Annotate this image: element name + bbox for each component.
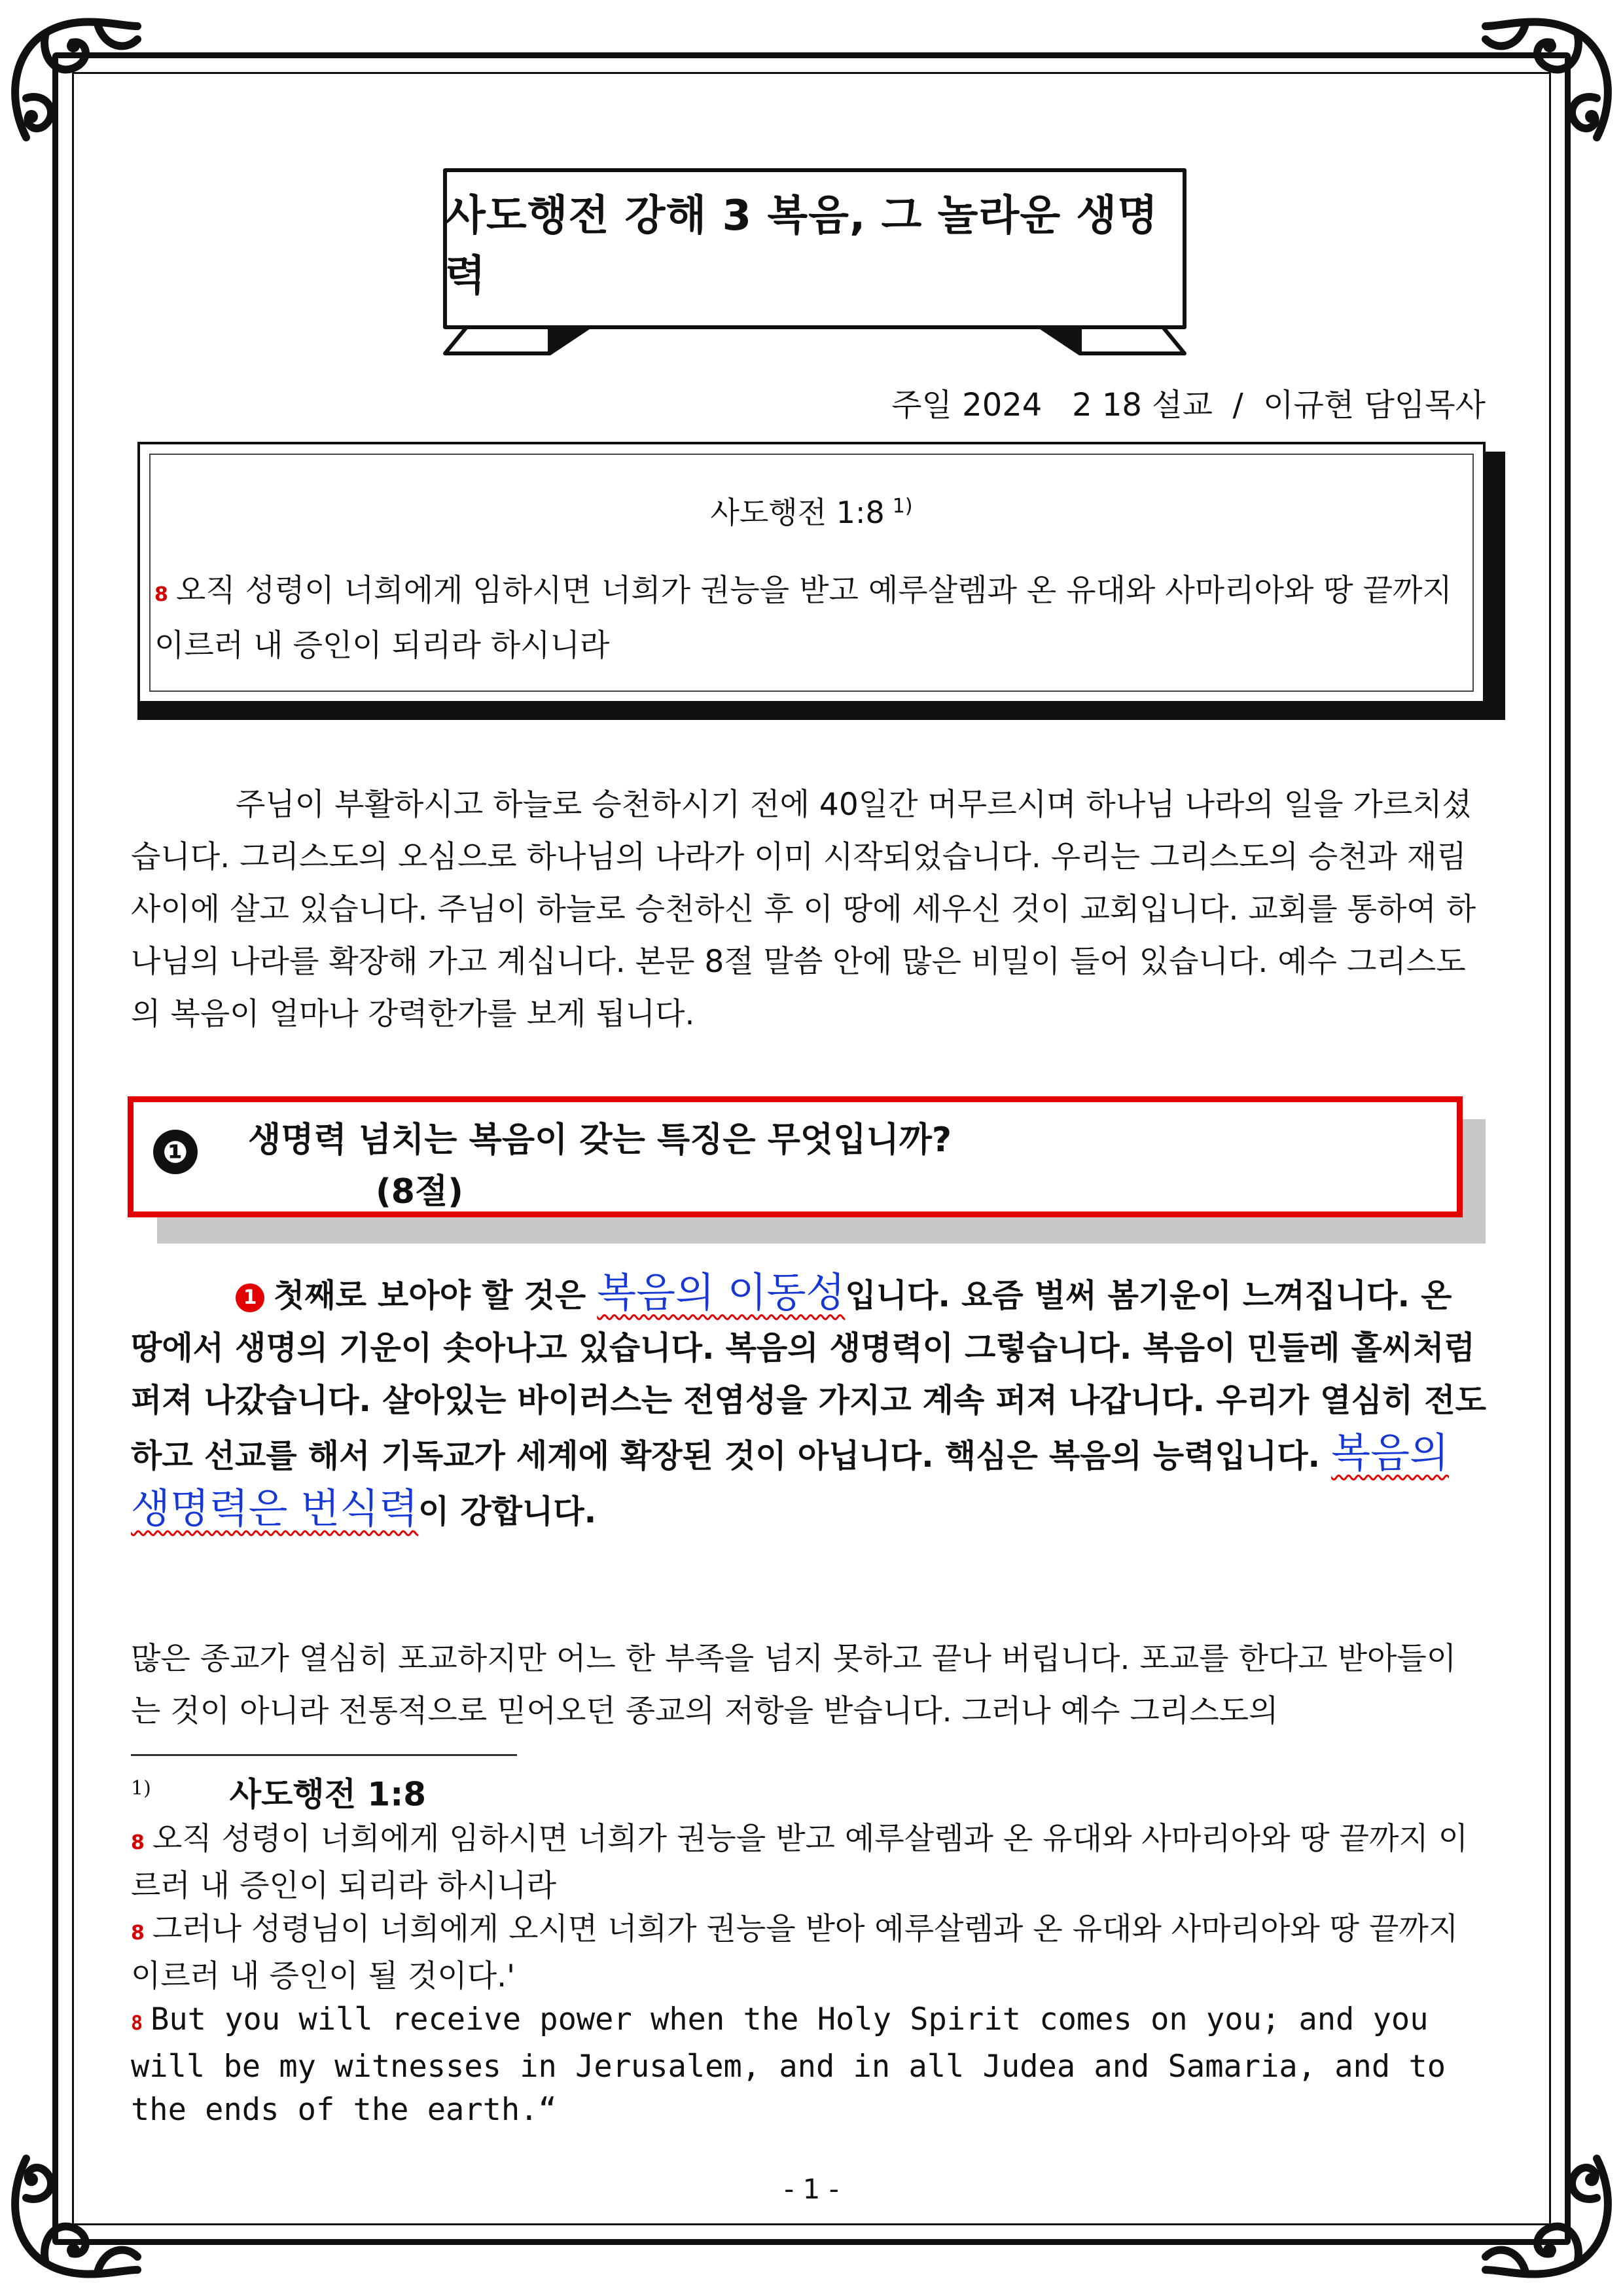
verse-number: 8 <box>131 2011 143 2035</box>
footnote-verse-text: 그러나 성령님이 너희에게 오시면 너희가 권능을 받아 예루살렘과 온 유대와 사마리아와 땅 끝까지 이르러 내 증인이 될 것이다.' <box>131 1910 1459 1994</box>
verse-number: 8 <box>154 583 168 606</box>
section-heading: 생명력 넘치는 복음이 갖는 특징은 무엇입니까? <box>248 1121 952 1160</box>
footnote-verse-text: 오직 성령이 너희에게 임하시면 너희가 권능을 받고 예루살렘과 온 유대와 사마리아와 땅 끝까지 이르러 내 증인이 되리라 하시니라 <box>131 1820 1469 1904</box>
page-number: - 1 - <box>784 2173 839 2205</box>
corner-ornament-icon <box>1459 2132 1623 2296</box>
point-paragraph <box>131 1266 1492 1538</box>
point-text-3: 이 강합니다. <box>418 1493 597 1530</box>
footnote-divider <box>131 1754 517 1756</box>
verse-text: 오직 성령이 너희에게 임하시면 너희가 권능을 받고 예루살렘과 온 유대와 사마리아와 땅 끝까지 이르러 내 증인이 되리라 하시니라 <box>154 573 1452 664</box>
footnote-verse-text: But you will receive power when the Holy Spirit comes on you; and you will be my witnesses in Jerusalem, and in all Judea and Samaria, and to the ends of the earth.“ <box>131 2001 1446 2128</box>
footnote-marker-label: 1) <box>131 1777 151 1800</box>
verse-number: 8 <box>131 1831 145 1854</box>
footnote-verse <box>131 1818 1492 1908</box>
intro-paragraph <box>131 779 1479 1041</box>
verse-number: 8 <box>131 1921 145 1945</box>
section-number-badge: ❶ <box>153 1130 198 1174</box>
scripture-verse <box>154 565 1457 672</box>
point-bullet-icon: 1 <box>236 1283 264 1312</box>
section-heading-box <box>128 1096 1463 1217</box>
footnote-verse-english <box>131 1998 1492 2132</box>
point-text-1: 첫째로 보아야 할 것은 <box>274 1277 597 1314</box>
highlight-gospel-mobility: 복음의 이동성 <box>597 1268 846 1316</box>
footnote-title: 사도행전 1:8 <box>229 1775 426 1814</box>
body-paragraph: 많은 종교가 열심히 포교하지만 어느 한 부족을 넘지 못하고 끝나 버립니다. 포교를 한다고 받아들이는 것이 아니라 전통적으로 믿어오던 종교의 저항을 받습니다. 그러나 예수 그리스도의 <box>131 1641 1457 1729</box>
point-text-2: 입니다. 요즘 벌써 봄기운이 느껴집니다. 온 땅에서 생명의 기운이 솟아나고 있습니다. 복음의 생명력이 그렇습니다. 복음이 민들레 홀씨처럼 퍼져 나갔습니다. 살아있는 바이러스는 전염성을 가지고 계속 퍼져 나갑니다. 우리가 열심히 전도하고 선교를 해서 기독교가 세계에 확장된 것이 아닙니다. 핵심은 복음의 능력입니다. <box>131 1277 1486 1475</box>
corner-ornament-icon <box>1459 0 1623 164</box>
sermon-byline: 주일 2024 2 18 설교 / 이규현 담임목사 <box>891 387 1486 423</box>
scripture-box <box>137 442 1486 704</box>
scripture-reference <box>140 489 1483 532</box>
corner-ornament-icon <box>0 0 164 164</box>
intro-paragraph-text: 주님이 부활하시고 하늘로 승천하시기 전에 40일간 머무르시며 하나님 나라의 일을 가르치셨습니다. 그리스도의 오심으로 하나님의 나라가 이미 시작되었습니다. 우리는 그리스도의 승천과 재림 사이에 살고 있습니다. 주님이 하늘로 승천하신 후 이 땅에 세우신 것이 교회입니다. 교회를 통하여 하나님의 나라를 확장해 가고 계십니다. 본문 8절 말씀 안에 많은 비밀이 들어 있습니다. 예수 그리스도의 복음이 얼마나 강력한가를 보게 됩니다. <box>131 787 1476 1032</box>
footnote-heading <box>131 1767 1492 1818</box>
footnote-verse <box>131 1908 1492 1998</box>
footnote <box>131 1767 1492 2132</box>
footnote-marker[interactable]: 1) <box>892 494 913 518</box>
scripture-reference-text: 사도행전 1:8 <box>710 495 885 530</box>
section-subheading: (8절) <box>376 1172 463 1211</box>
document-title: 사도행전 강해 3 복음, 그 놀라운 생명력 <box>445 192 1159 300</box>
corner-ornament-icon <box>0 2132 164 2296</box>
highlight-gospel-vitality: 복음의 생명력은 번식력 <box>131 1429 1449 1532</box>
